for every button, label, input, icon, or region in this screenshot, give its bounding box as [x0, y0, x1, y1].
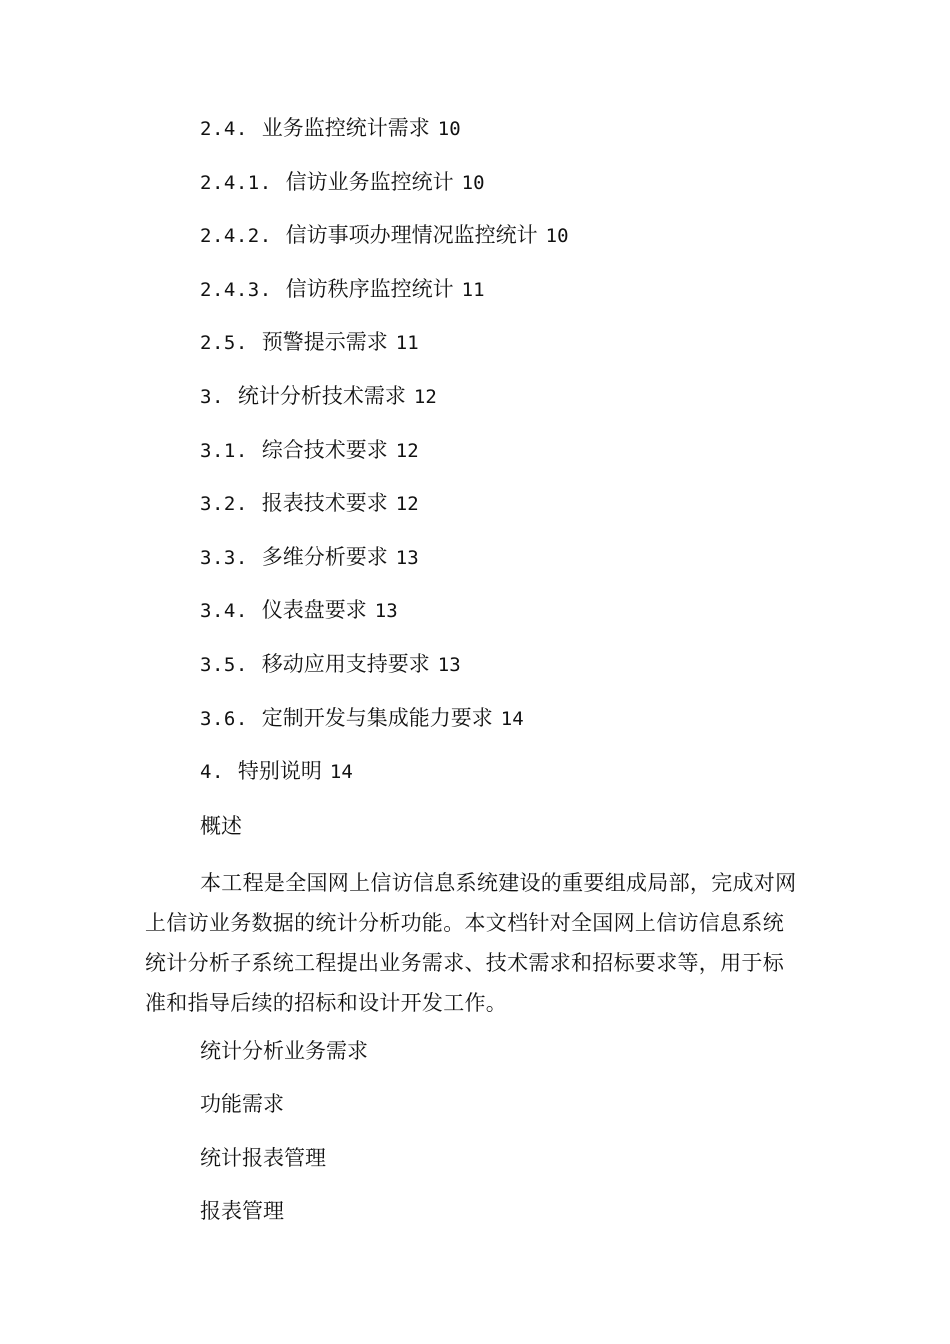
- toc-title: 综合技术要求: [261, 437, 388, 462]
- toc-title: 信访事项办理情况监控统计: [285, 223, 538, 248]
- toc-entry[interactable]: [200, 274, 569, 328]
- toc-page-number: 14: [329, 761, 353, 784]
- toc-page-number: 10: [437, 118, 461, 140]
- toc-number: 3.2.: [200, 493, 248, 516]
- toc-title: 特别说明: [237, 759, 322, 784]
- toc-title: 信访秩序监控统计: [285, 276, 454, 301]
- toc-page-number: 12: [395, 439, 419, 462]
- toc-title: 移动应用支持要求: [261, 651, 430, 676]
- overview-heading: 概述: [200, 814, 242, 838]
- toc-number: 2.4.2.: [200, 225, 272, 248]
- toc-number: 3.: [200, 385, 224, 408]
- toc-entry[interactable]: [200, 220, 569, 274]
- toc-number: 2.5.: [200, 332, 248, 355]
- toc-entry[interactable]: [200, 703, 569, 757]
- functional-requirements-heading: 功能需求: [200, 1092, 284, 1116]
- toc-number: 2.4.1.: [200, 171, 272, 194]
- toc-page-number: 11: [461, 278, 485, 301]
- toc-number: 2.4.3.: [200, 278, 272, 301]
- toc-page-number: 10: [461, 171, 485, 194]
- toc-number: 3.4.: [200, 600, 248, 623]
- toc-page-number: 12: [395, 493, 419, 516]
- toc-entry[interactable]: [200, 167, 569, 221]
- toc-entry[interactable]: [200, 435, 569, 489]
- business-requirements-heading: 统计分析业务需求: [200, 1039, 368, 1063]
- toc-number: 3.6.: [200, 707, 248, 730]
- report-management-heading: 统计报表管理: [200, 1146, 326, 1170]
- toc-title: 多维分析要求: [261, 544, 388, 569]
- toc-entry[interactable]: [200, 649, 569, 703]
- toc-title: 统计分析技术需求: [237, 383, 406, 408]
- toc-title: 报表技术要求: [261, 491, 388, 516]
- overview-paragraph: 本工程是全国网上信访信息系统建设的重要组成局部，完成对网上信访业务数据的统计分析功能。本文档针对全国网上信访信息系统统计分析子系统工程提出业务需求、技术需求和招标要求等，用于标准和指导后续的招标和设计开发工作。: [145, 871, 797, 1015]
- toc-title: 业务监控统计需求: [261, 116, 430, 140]
- toc-title: 信访业务监控统计: [285, 169, 454, 194]
- toc-number: 2.4.: [200, 118, 248, 140]
- toc-number: 3.5.: [200, 653, 248, 676]
- toc-number: 3.1.: [200, 439, 248, 462]
- toc-page-number: 10: [545, 225, 569, 248]
- toc-entry[interactable]: [200, 542, 569, 596]
- toc-page-number: 13: [395, 546, 419, 569]
- table-of-contents: [200, 113, 569, 810]
- toc-page-number: 12: [413, 385, 437, 408]
- toc-number: 4.: [200, 761, 224, 784]
- report-admin-heading: 报表管理: [200, 1199, 284, 1223]
- toc-entry[interactable]: [200, 595, 569, 649]
- toc-entry[interactable]: [200, 113, 569, 167]
- toc-page-number: 14: [500, 707, 524, 730]
- toc-entry[interactable]: [200, 381, 569, 435]
- toc-title: 仪表盘要求: [261, 598, 367, 623]
- toc-entry[interactable]: [200, 756, 569, 810]
- toc-title: 预警提示需求: [261, 330, 388, 355]
- toc-title: 定制开发与集成能力要求: [261, 705, 493, 730]
- toc-page-number: 13: [437, 653, 461, 676]
- toc-number: 3.3.: [200, 546, 248, 569]
- toc-page-number: 13: [374, 600, 398, 623]
- toc-entry[interactable]: [200, 488, 569, 542]
- toc-page-number: 11: [395, 332, 419, 355]
- toc-entry[interactable]: [200, 327, 569, 381]
